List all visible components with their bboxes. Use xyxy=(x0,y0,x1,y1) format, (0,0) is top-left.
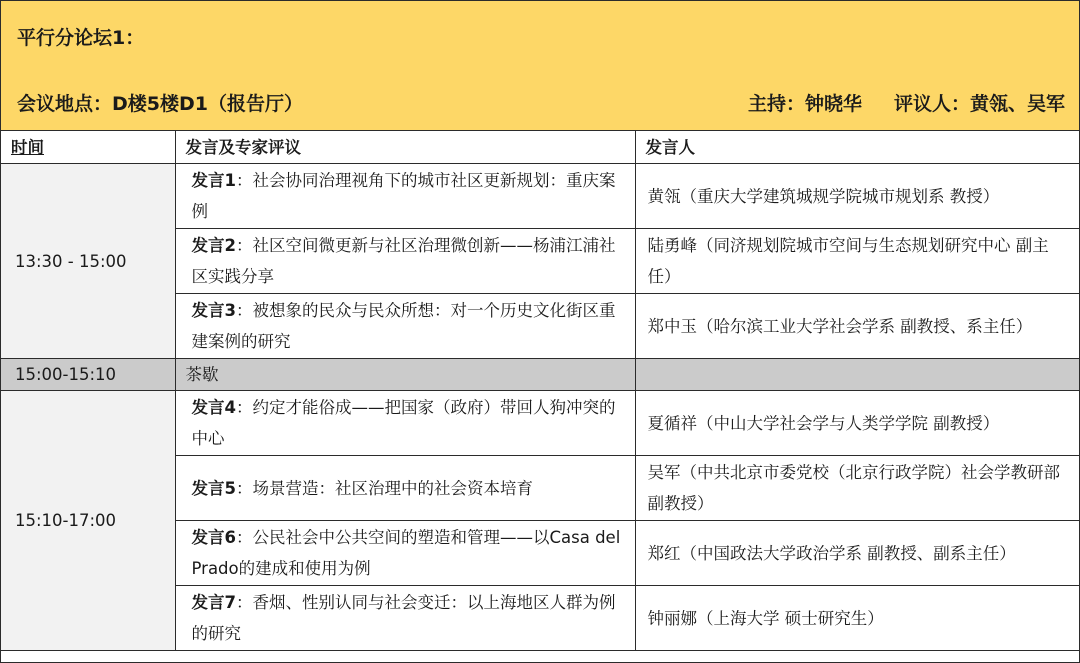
break-time: 15:00-15:10 xyxy=(1,359,175,391)
talk-label: 发言1 xyxy=(191,171,236,190)
speaker-cell: 黄瓴（重庆大学建筑城规学院城市规划系 教授） xyxy=(635,164,1079,229)
break-label: 茶歇 xyxy=(175,359,635,391)
speaker-cell: 郑中玉（哈尔滨工业大学社会学系 副教授、系主任） xyxy=(635,294,1079,359)
talk-label: 发言3 xyxy=(191,301,236,320)
talk-cell xyxy=(175,229,635,294)
table-row xyxy=(1,391,1079,456)
talk-cell xyxy=(175,164,635,229)
talk-title: ：公民社会中公共空间的塑造和管理——以Casa del Prado的建成和使用为例 xyxy=(191,528,621,578)
talk-cell xyxy=(175,456,635,521)
reviewers-label: 评议人：黄瓴、吴军 xyxy=(893,93,1065,115)
table-header-row xyxy=(1,131,1079,164)
break-empty-cell xyxy=(635,359,1079,391)
session-time: 13:30 - 15:00 xyxy=(1,164,175,359)
talk-label: 发言5 xyxy=(191,478,236,498)
talk-cell xyxy=(175,294,635,359)
schedule-table xyxy=(1,131,1079,651)
host-info xyxy=(748,89,1065,116)
talk-label: 发言4 xyxy=(191,398,236,417)
talk-title: ：场景营造：社区治理中的社会资本培育 xyxy=(235,478,533,498)
talk-title: ：社区空间微更新与社区治理微创新——杨浦江浦社区实践分享 xyxy=(191,236,616,286)
header-time: 时间 xyxy=(1,131,175,164)
header-talk: 发言及专家评议 xyxy=(175,131,635,164)
break-row xyxy=(1,359,1079,391)
talk-label: 发言7 xyxy=(191,593,236,612)
header-speaker: 发言人 xyxy=(635,131,1079,164)
talk-cell xyxy=(175,391,635,456)
speaker-cell: 陆勇峰（同济规划院城市空间与生态规划研究中心 副主任） xyxy=(635,229,1079,294)
talk-label: 发言2 xyxy=(191,236,236,255)
table-row xyxy=(1,164,1079,229)
forum-banner xyxy=(1,1,1079,131)
speaker-cell: 郑红（中国政法大学政治学系 副教授、副系主任） xyxy=(635,521,1079,586)
talk-title: ：被想象的民众与民众所想：对一个历史文化街区重建案例的研究 xyxy=(191,301,616,351)
forum-title: 平行分论坛1： xyxy=(17,27,145,49)
venue-label: 会议地点：D楼5楼D1（报告厅） xyxy=(17,93,303,115)
session-time: 15:10-17:00 xyxy=(1,391,175,651)
talk-title: ：香烟、性别认同与社会变迁：以上海地区人群为例的研究 xyxy=(191,593,616,643)
speaker-cell: 夏循祥（中山大学社会学与人类学学院 副教授） xyxy=(635,391,1079,456)
talk-title: ：约定才能俗成——把国家（政府）带回人狗冲突的中心 xyxy=(191,398,616,448)
speaker-cell: 吴军（中共北京市委党校（北京行政学院）社会学教研部 副教授） xyxy=(635,456,1079,521)
talk-title: ：社会协同治理视角下的城市社区更新规划：重庆案例 xyxy=(191,171,616,221)
talk-label: 发言6 xyxy=(191,528,236,547)
host-label: 主持：钟晓华 xyxy=(747,93,862,115)
speaker-cell: 钟丽娜（上海大学 硕士研究生） xyxy=(635,586,1079,651)
talk-cell xyxy=(175,586,635,651)
talk-cell xyxy=(175,521,635,586)
